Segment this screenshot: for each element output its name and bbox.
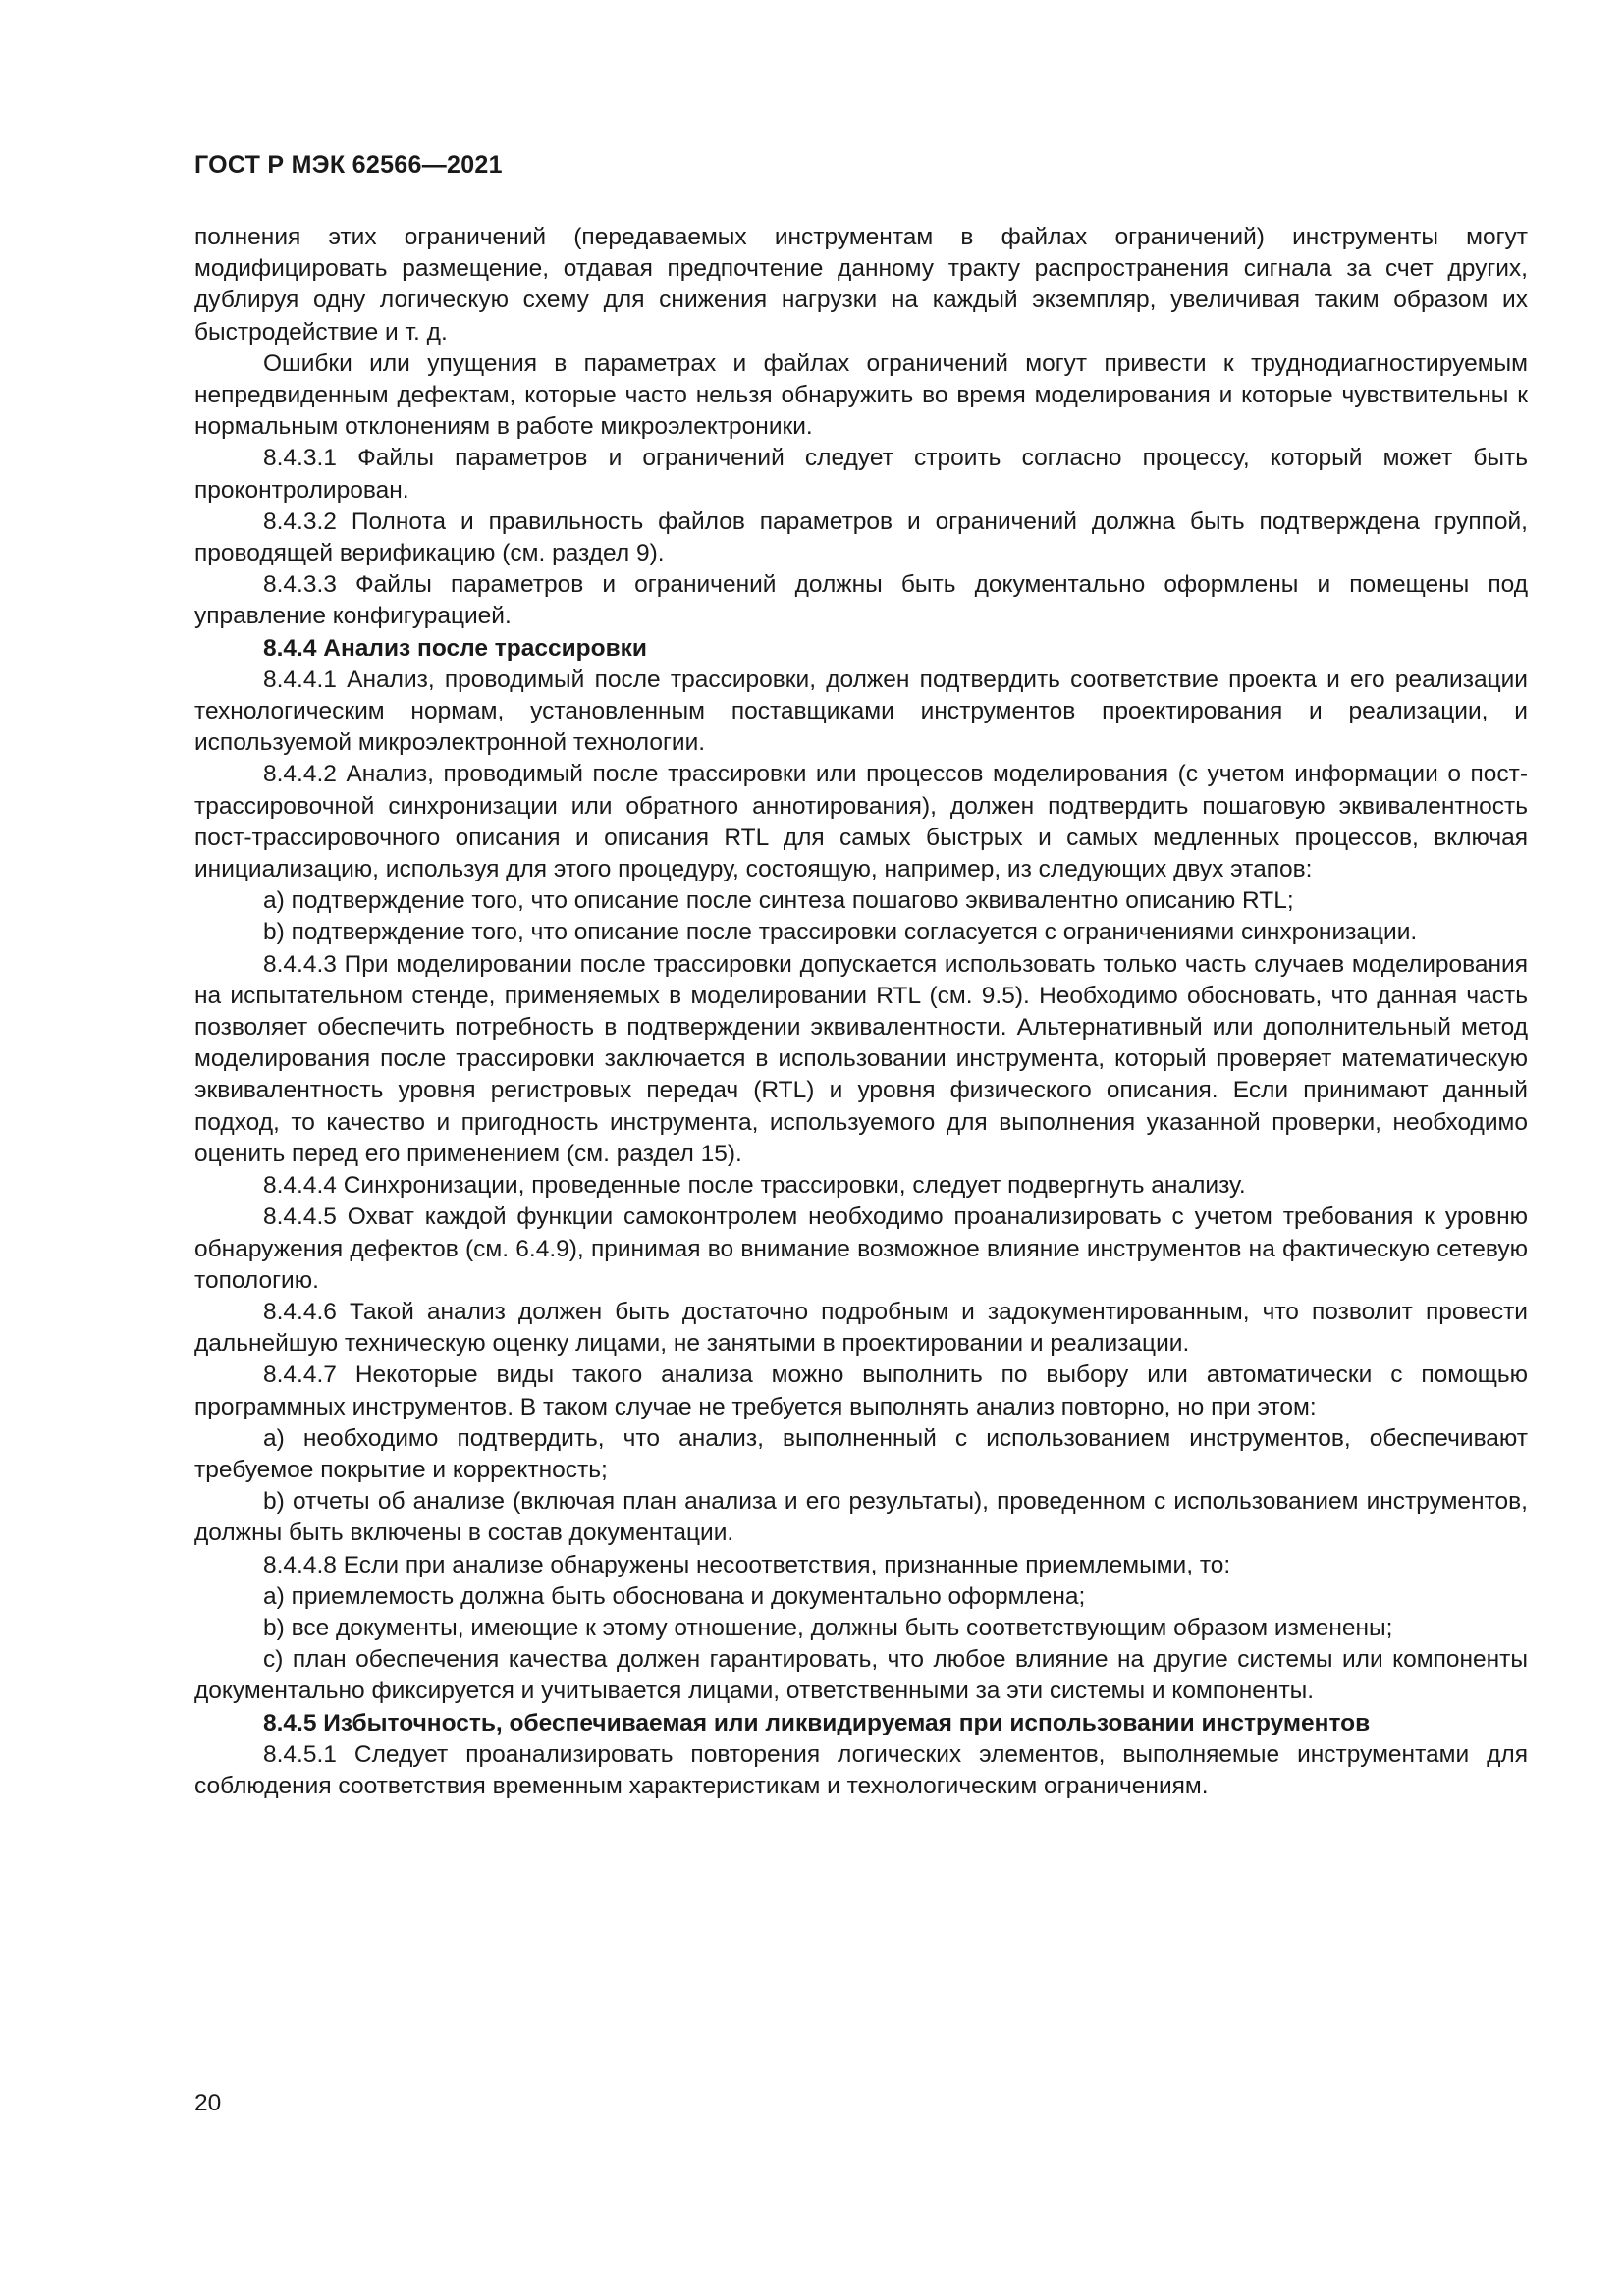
list-item: a) необходимо подтвердить, что анализ, выполненный с использованием инструментов, обеспечивают требуемое покрытие и корректность; (194, 1424, 1528, 1483)
paragraph: 8.4.4.1 Анализ, проводимый после трассировки, должен подтвердить соответствие проекта и его реализации технологическим нормам, установленным поставщиками инструментов проектирования и реализации, и используемой микроэлектронной технологии. (194, 666, 1528, 757)
list-item: b) отчеты об анализе (включая план анализа и его результаты), проведенном с использованием инструментов, должны быть включены в состав документации. (194, 1488, 1528, 1547)
list-item: c) план обеспечения качества должен гарантировать, что любое влияние на другие системы или компоненты документально фиксируется и учитывается лицами, ответственными за эти системы и компоненты. (194, 1646, 1528, 1705)
list-item: a) подтверждение того, что описание после синтеза пошагово эквивалентно описанию RTL; (263, 887, 1294, 915)
paragraph: 8.4.4.5 Охват каждой функции самоконтролем необходимо проанализировать с учетом требования к уровню обнаружения дефектов (см. 6.4.9), принимая во внимание возможное влияние инструментов на фактическую сетевую топологию. (194, 1203, 1528, 1294)
paragraph: 8.4.4.3 При моделировании после трассировки допускается использовать только часть случаев моделирования на испытательном стенде, применяемых в моделировании RTL (см. 9.5). Необходимо обосновать, что данная часть позволяет обеспечить потребность в подтверждении эквивалентности. Альтернативный или дополнительный метод моделирования после трассировки заключается в использовании инструмента, который проверяет математическую эквивалентность уровня регистровых передач (RTL) и уровня физического описания. Если принимают данный подход, то качество и пригодность инструмента, используемого для выполнения указанной проверки, необходимо оценить перед его применением (см. раздел 15). (194, 950, 1528, 1167)
document-header: ГОСТ Р МЭК 62566—2021 (194, 151, 503, 179)
paragraph: 8.4.4.2 Анализ, проводимый после трассировки или процессов моделирования (с учетом информации о пост-трассировочной синхронизации или обратного аннотирования), должен подтвердить пошаговую эквивалентность пост-трассировочного описания и описания RTL для самых быстрых и самых медленных процессов, включая инициализацию, используя для этого процедуру, состоящую, например, из следующих двух этапов: (194, 761, 1528, 883)
section-heading: 8.4.4 Анализ после трассировки (263, 634, 647, 662)
paragraph: 8.4.4.6 Такой анализ должен быть достаточно подробным и задокументированным, что позволит провести дальнейшую техническую оценку лицами, не занятыми в проектировании и реализации. (194, 1298, 1528, 1358)
paragraph: Ошибки или упущения в параметрах и файлах ограничений могут привести к труднодиагностируемым непредвиденным дефектам, которые часто нельзя обнаружить во время моделирования и которые чувствительны к нормальным отклонениям в работе микроэлектроники. (194, 349, 1528, 441)
list-item: a) приемлемость должна быть обоснована и документально оформлена; (263, 1582, 1086, 1610)
paragraph: 8.4.4.4 Синхронизации, проведенные после трассировки, следует подвергнуть анализу. (263, 1172, 1246, 1200)
page-number: 20 (194, 2090, 222, 2116)
paragraph: 8.4.4.8 Если при анализе обнаружены несоответствия, признанные приемлемыми, то: (263, 1551, 1231, 1578)
paragraph: 8.4.3.1 Файлы параметров и ограничений следует строить согласно процессу, который может быть проконтролирован. (194, 445, 1528, 504)
paragraph: 8.4.3.3 Файлы параметров и ограничений должны быть документально оформлены и помещены под управление конфигурацией. (194, 571, 1528, 630)
paragraph: полнения этих ограничений (передаваемых инструментам в файлах ограничений) инструменты могут модифицировать размещение, отдавая предпочтение данному тракту распространения сигнала за счет других, дублируя одну логическую схему для снижения нагрузки на каждый экземпляр, увеличивая таким образом их быстродействие и т. д. (194, 224, 1528, 346)
document-body (194, 222, 1528, 1802)
paragraph: 8.4.5.1 Следует проанализировать повторения логических элементов, выполняемые инструментами для соблюдения соответствия временным характеристикам и технологическим ограничениям. (194, 1740, 1528, 1799)
section-heading: 8.4.5 Избыточность, обеспечиваемая или ликвидируемая при использовании инструментов (263, 1709, 1371, 1736)
paragraph: 8.4.4.7 Некоторые виды такого анализа можно выполнить по выбору или автоматически с помощью программных инструментов. В таком случае не требуется выполнять анализ повторно, но при этом: (194, 1362, 1528, 1420)
list-item: b) подтверждение того, что описание после трассировки согласуется с ограничениями синхронизации. (263, 919, 1418, 946)
list-item: b) все документы, имеющие к этому отношение, должны быть соответствующим образом изменены; (263, 1614, 1393, 1641)
paragraph: 8.4.3.2 Полнота и правильность файлов параметров и ограничений должна быть подтверждена группой, проводящей верификацию (см. раздел 9). (194, 507, 1528, 567)
